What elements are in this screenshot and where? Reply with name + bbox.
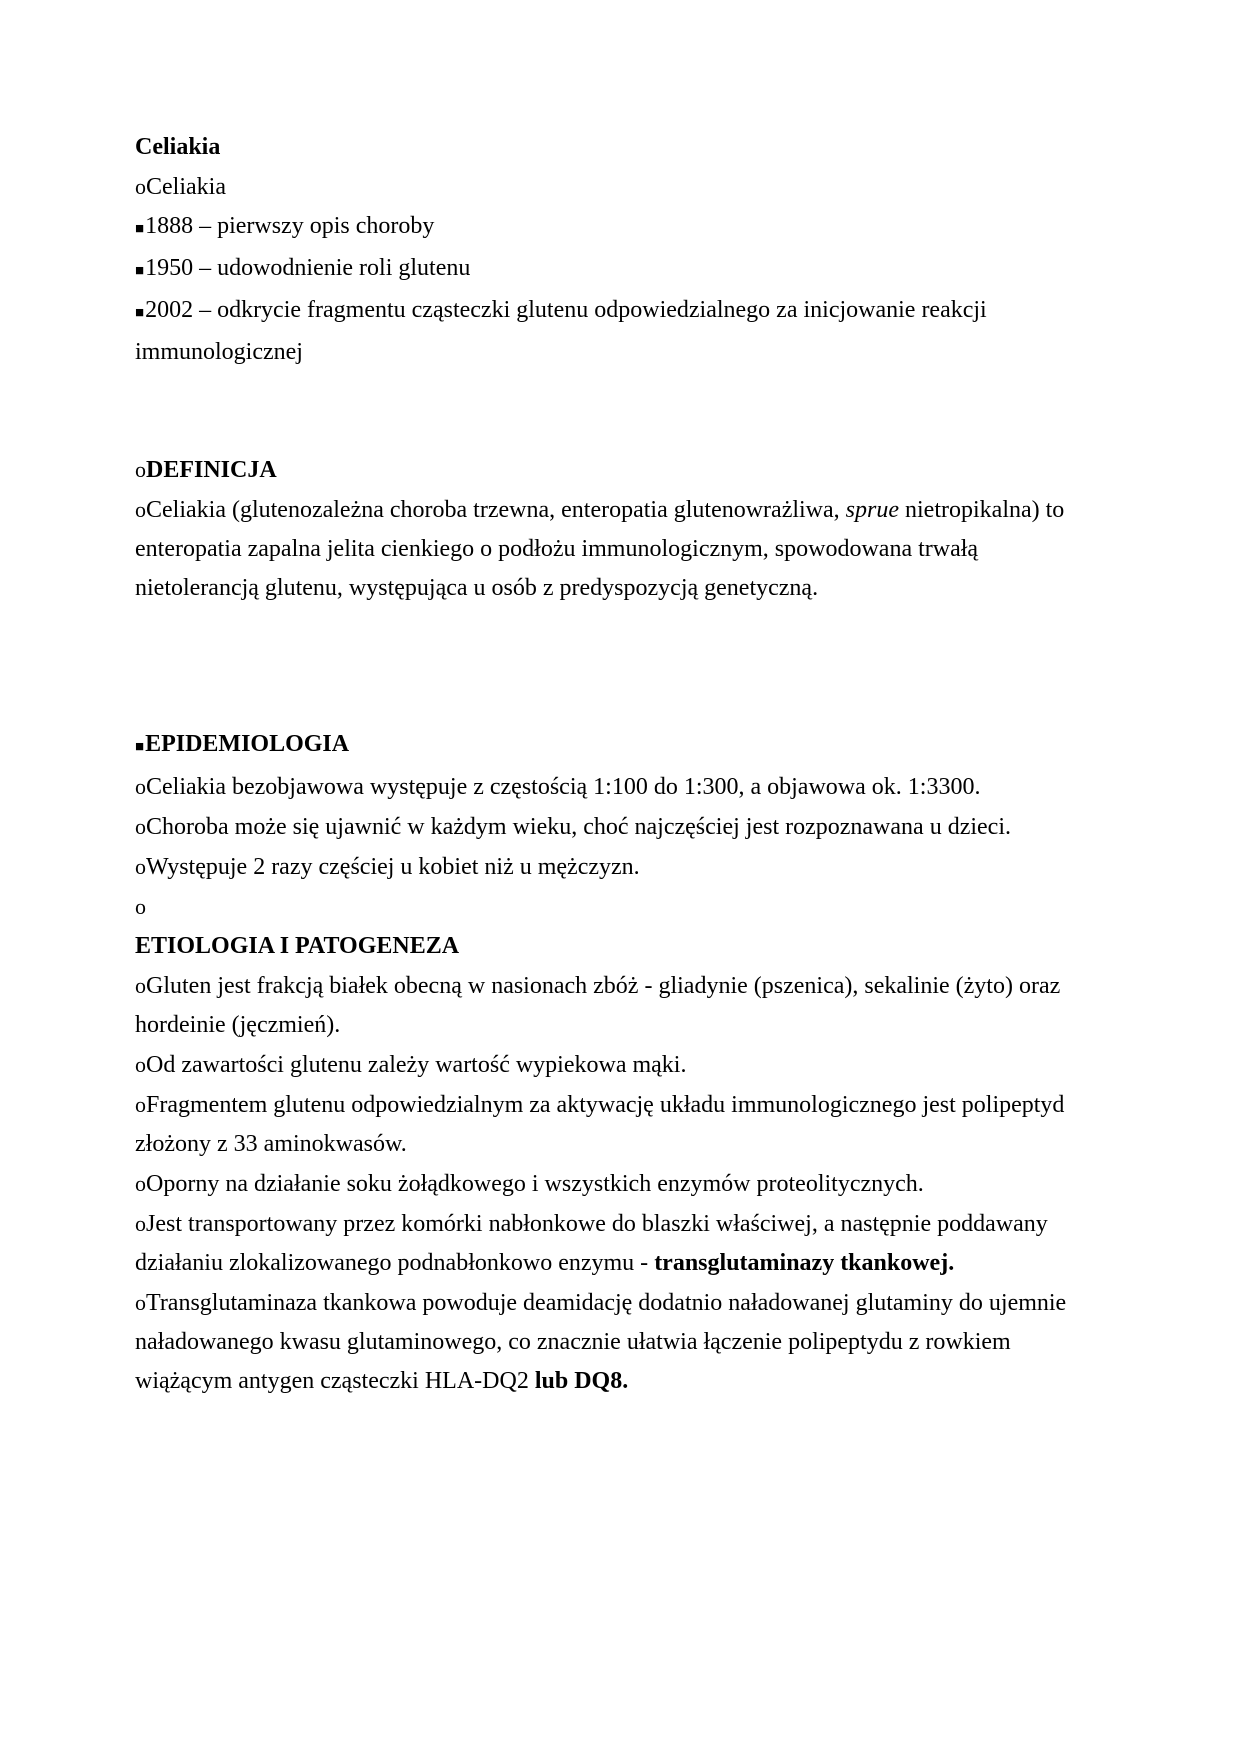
- square-bullet-marker: ■: [135, 305, 146, 321]
- bullet-1888: [135, 207, 1095, 249]
- circle-bullet-marker: o: [135, 174, 146, 199]
- text-run: EPIDEMIOLOGIA: [145, 731, 350, 757]
- bullet-kobiety: [135, 847, 1095, 887]
- text-run: Od zawartości glutenu zależy wartość wypiekowa mąki.: [146, 1052, 687, 1078]
- bullet-2002: [135, 291, 1095, 372]
- text-run: DEFINICJA: [146, 457, 277, 483]
- bullet-oporny: [135, 1164, 1095, 1204]
- circle-bullet-marker: o: [135, 1052, 146, 1077]
- circle-bullet-marker: o: [135, 1211, 146, 1236]
- bullet-celiakia: [135, 167, 1095, 207]
- text-run: Celiakia bezobjawowa występuje z częstością 1:100 do 1:300, a objawowa ok. 1:3300.: [146, 774, 981, 800]
- text-run: 1888 – pierwszy opis choroby: [145, 213, 435, 239]
- square-bullet-marker: ■: [135, 263, 146, 279]
- text-run: Gluten jest frakcją białek obecną w nasionach zbóż - gliadynie (pszenica), sekalinie (żyto) oraz hordeinie (jęczmień).: [135, 973, 1061, 1038]
- blank-line: [135, 647, 1095, 686]
- bullet-zawartosc: [135, 1045, 1095, 1085]
- title: [135, 128, 1095, 167]
- bullet-1950: [135, 249, 1095, 291]
- bullet-wiek: [135, 807, 1095, 847]
- blank-line: [135, 608, 1095, 647]
- square-bullet-marker: ■: [135, 739, 146, 755]
- heading-epidemiologia: [135, 725, 1095, 767]
- bullet-gluten: [135, 966, 1095, 1045]
- circle-bullet-marker: o: [135, 1092, 146, 1117]
- blank-line: [135, 686, 1095, 725]
- blank-line: [135, 411, 1095, 450]
- text-run: Oporny na działanie soku żołądkowego i wszystkich enzymów proteolitycznych.: [146, 1171, 924, 1197]
- circle-bullet-marker: o: [135, 774, 146, 799]
- circle-bullet-marker: o: [135, 973, 146, 998]
- text-run: transglutaminazy tkankowej.: [654, 1250, 955, 1276]
- circle-bullet-marker: o: [135, 457, 146, 482]
- bullet-czestosc: [135, 767, 1095, 807]
- text-run: Choroba może się ujawnić w każdym wieku, choć najczęściej jest rozpoznawana u dzieci.: [146, 814, 1011, 840]
- text-run: ETIOLOGIA I PATOGENEZA: [135, 933, 460, 959]
- text-run: 2002 – odkrycie fragmentu cząsteczki glutenu odpowiedzialnego za inicjowanie reakcji immunologicznej: [135, 297, 987, 365]
- heading-definicja: [135, 450, 1095, 490]
- circle-bullet-marker: o: [135, 1290, 146, 1315]
- circle-bullet-marker: o: [135, 497, 146, 522]
- text-run: sprue: [845, 497, 900, 523]
- text-run: Fragmentem glutenu odpowiedzialnym za aktywację układu immunologicznego jest polipeptyd złożony z 33 aminokwasów.: [135, 1092, 1065, 1157]
- square-bullet-marker: ■: [135, 221, 146, 237]
- circle-bullet-marker: o: [135, 1171, 146, 1196]
- heading-etiologia: [135, 927, 1095, 966]
- blank-line: [135, 372, 1095, 411]
- text-run: 1950 – udowodnienie roli glutenu: [145, 255, 471, 281]
- circle-bullet-marker: o: [135, 894, 146, 919]
- text-run: Celiakia: [135, 134, 221, 160]
- circle-bullet-marker: o: [135, 854, 146, 879]
- text-run: Celiakia (glutenozależna choroba trzewna, enteropatia glutenowrażliwa,: [146, 497, 846, 523]
- text-run: nietropikalna) to enteropatia zapalna jelita cienkiego o podłożu immunologicznym, spowodowana trwałą nietolerancją glutenu, występująca u osób z predyspozycją genetyczną.: [135, 497, 1065, 601]
- text-run: Celiakia: [146, 174, 226, 200]
- text-run: Transglutaminaza tkankowa powoduje deamidację dodatnio naładowanej glutaminy do ujemnie naładowanego kwasu glutaminowego, co znacznie ułatwia łączenie polipeptydu z rowkiem wiążącym antygen cząsteczki HLA-DQ2: [135, 1290, 1067, 1394]
- bullet-transglutaminaza: [135, 1283, 1095, 1401]
- text-run: Jest transportowany przez komórki nabłonkowe do blaszki właściwej, a następnie poddawany działaniu zlokalizowanego podnabłonkowo enzymu -: [135, 1211, 1048, 1276]
- bullet-empty: [135, 887, 1095, 927]
- text-run: lub DQ8.: [534, 1368, 629, 1394]
- text-run: Występuje 2 razy częściej u kobiet niż u mężczyzn.: [146, 854, 640, 880]
- circle-bullet-marker: o: [135, 814, 146, 839]
- bullet-fragment: [135, 1085, 1095, 1164]
- paragraph-definicja: [135, 490, 1095, 608]
- bullet-transport: [135, 1204, 1095, 1283]
